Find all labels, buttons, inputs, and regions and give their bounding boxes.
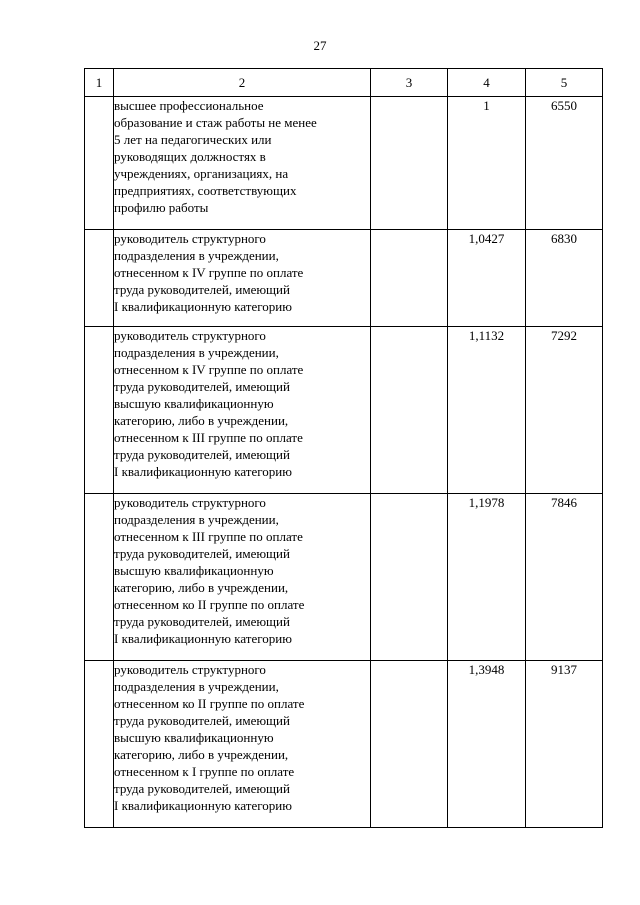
description-line: труда руководителей, имеющий [114,282,290,297]
description-line: предприятиях, соответствующих [114,183,297,198]
table-row [85,327,603,494]
salary-table [84,68,603,828]
table-body [85,97,603,828]
cell-coefficient: 1,0427 [448,230,526,327]
cell-coefficient: 1,1978 [448,494,526,661]
cell-col3 [371,97,448,230]
description-line: труда руководителей, имеющий [114,713,290,728]
description-line: категорию, либо в учреждении, [114,747,289,762]
cell-description [114,494,371,661]
cell-col3 [371,230,448,327]
description-line: I квалификационную категорию [114,464,292,479]
cell-salary: 7846 [526,494,603,661]
description-line: отнесенном к III группе по оплате [114,529,303,544]
table-row [85,494,603,661]
cell-col1 [85,494,114,661]
description-line: отнесенном к III группе по оплате [114,430,303,445]
column-header-1: 1 [85,69,114,97]
description-line: труда руководителей, имеющий [114,546,290,561]
description-line: отнесенном ко II группе по оплате [114,597,305,612]
description-line: учреждениях, организациях, на [114,166,289,181]
description-line: профилю работы [114,200,209,215]
cell-description [114,327,371,494]
description-line: категорию, либо в учреждении, [114,580,289,595]
cell-description [114,661,371,828]
description-line: подразделения в учреждении, [114,512,279,527]
table-row [85,230,603,327]
description-line: образование и стаж работы не менее [114,115,317,130]
description-line: I квалификационную категорию [114,631,292,646]
description-line: труда руководителей, имеющий [114,781,290,796]
column-header-5: 5 [526,69,603,97]
description-line: категорию, либо в учреждении, [114,413,289,428]
description-line: подразделения в учреждении, [114,345,279,360]
table-header-row [85,69,603,97]
table-row [85,97,603,230]
description-line: высшую квалификационную [114,730,274,745]
description-line: подразделения в учреждении, [114,248,279,263]
description-line: I квалификационную категорию [114,798,292,813]
description-line: труда руководителей, имеющий [114,379,290,394]
cell-description [114,97,371,230]
description-line: I квалификационную категорию [114,299,292,314]
description-line: руководитель структурного [114,662,266,677]
cell-coefficient: 1 [448,97,526,230]
description-line: руководящих должностях в [114,149,266,164]
table-row [85,661,603,828]
cell-col1 [85,230,114,327]
cell-salary: 6550 [526,97,603,230]
cell-coefficient: 1,3948 [448,661,526,828]
cell-col3 [371,661,448,828]
column-header-4: 4 [448,69,526,97]
description-line: 5 лет на педагогических или [114,132,272,147]
description-line: руководитель структурного [114,231,266,246]
cell-coefficient: 1,1132 [448,327,526,494]
description-line: подразделения в учреждении, [114,679,279,694]
cell-salary: 9137 [526,661,603,828]
description-line: отнесенном к IV группе по оплате [114,265,304,280]
cell-col1 [85,97,114,230]
description-line: отнесенном к I группе по оплате [114,764,295,779]
cell-col3 [371,494,448,661]
cell-col3 [371,327,448,494]
description-line: высшую квалификационную [114,563,274,578]
cell-col1 [85,661,114,828]
description-line: отнесенном к IV группе по оплате [114,362,304,377]
description-line: высшую квалификационную [114,396,274,411]
description-line: труда руководителей, имеющий [114,614,290,629]
description-line: высшее профессиональное [114,98,264,113]
page-number: 27 [313,38,327,53]
column-header-3: 3 [371,69,448,97]
cell-col1 [85,327,114,494]
description-line: руководитель структурного [114,328,266,343]
column-header-2: 2 [114,69,371,97]
description-line: отнесенном ко II группе по оплате [114,696,305,711]
cell-salary: 7292 [526,327,603,494]
description-line: труда руководителей, имеющий [114,447,290,462]
description-line: руководитель структурного [114,495,266,510]
cell-description [114,230,371,327]
cell-salary: 6830 [526,230,603,327]
